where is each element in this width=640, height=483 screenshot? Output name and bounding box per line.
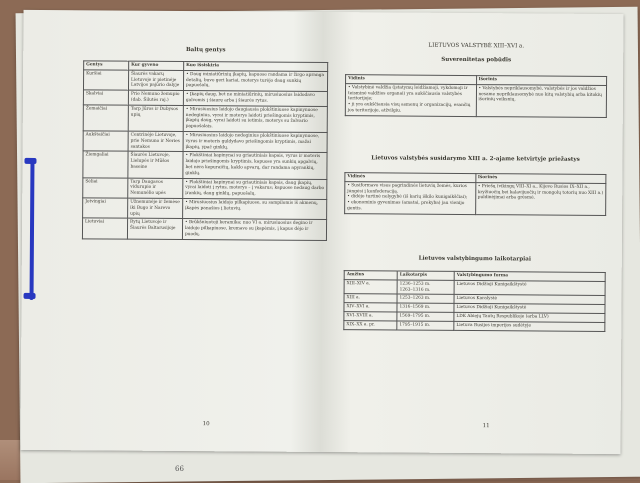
table-cell: Lietuvos Karalystė (454, 295, 605, 305)
under-page-number: 66 (175, 465, 184, 473)
table-cell: Tarp Daugavos vidurupio ir Nemunėlio upės (128, 178, 183, 199)
table-cell: Tarp Jūros ir Dubysos upių (128, 105, 183, 132)
table-cell: Lietuvos Didžioji Kunigaikštystė (454, 304, 605, 314)
table-cell: Jotvingiai (83, 198, 128, 219)
left-page (80, 10, 328, 452)
table-cell: Žiemgaliai (83, 151, 128, 178)
table-cell: LDK Abiejų Tautų Respublikoje (arba LLV) (454, 312, 605, 322)
binding-knot (24, 158, 36, 164)
table-cell: Šiaurės vakarų Lietuvoje ir pietinėje Latvijos pajūrio dalyje (128, 70, 183, 91)
table-cell: Lietuva Rusijos imperijos sudėtyje (454, 321, 605, 331)
table-cell: • Daug miniatiūrinių įkapių, kapuose randama ir žirgo apranga detalių, buvo geri kariai, moterys turėjo daug sunkių papuošalų. (183, 70, 327, 91)
periods-table (343, 270, 605, 331)
col-header: Vidinės (345, 173, 476, 183)
tribes-table (82, 60, 328, 240)
table-cell: Lietuviai (82, 218, 127, 239)
table-cell: • Susiformavo visos pagrindinės lietuvių žemės, kurios jungėsi į konfederaciją. • didėjo turtinė nelygybė (iš karių iškilo kunigaikščiai); • ekonominis gyvenimas (amatai, prekyba) jau vienijo gentis. (345, 181, 476, 214)
section3-title: Lietuvos valstybingumo laikotarpiai (418, 255, 532, 263)
table-cell: Prie Nemuno žemupio (dab. Šilutės raj.) (128, 90, 183, 105)
open-booklet (20, 10, 623, 454)
table-row (83, 105, 327, 133)
table-cell: XVI–XVIII a. (344, 312, 397, 321)
table-cell: XIII a. (344, 294, 397, 303)
table-cell: Užnemunėje ir žemėse iki Bugo ir Narevo upių (128, 198, 183, 219)
left-title: Baltų gentys (185, 47, 226, 54)
table-cell: • Priešų (vikingų VIII–XI a., Kijevo Rusios IX–XII a., kryžiuočių bei kalavijuočių ir mongolų totorių nuo XIII a.) puldinėjimai arba grėsmė. (475, 182, 606, 215)
col-header: Laikotarpis (397, 271, 454, 280)
table-cell: 1569–1795 m. (397, 312, 454, 321)
table-cell: • Valstybinė valdžia (įstatymų leidžiamoji, vykdomoji ir teisminė valdžios organai) yra aukščiausia valstybės teritorijoje; • ji yra aukščiausia visų asmenų ir organizacijų, esančių jos teritorijoje, atžvilgiu. (345, 83, 476, 116)
table-cell: • Mirusiuosius laidojo nedeginius plokštiniuose kapinynuose, vyrus ir moteris guldydavo priešingomis kryptimis, mažai įkapių, ypač ginklų. (183, 131, 327, 152)
right-page (342, 12, 607, 454)
table-cell: Sėliai (83, 177, 128, 198)
table-row (83, 70, 327, 92)
table-cell: Skalviai (83, 90, 128, 105)
table-cell: 1795–1915 m. (397, 321, 454, 330)
table-cell: • Plokštiniai kapinynai su griautiniais kapais, daug įkapių, vyrai laidoti į rytus, moterys – į vakarus; kapuose nedaug darbo įrankių, daug ginklų, papuošalų. (183, 178, 327, 199)
col-header: Kur gyveno (129, 61, 184, 70)
table-cell: Žemaičiai (83, 105, 128, 132)
table-cell: XIII–XIV a. (344, 279, 397, 294)
table-cell: Aukštaičiai (83, 131, 128, 152)
table-cell: XIV–XVI a. (344, 303, 397, 312)
page-number: 10 (202, 421, 210, 428)
table-cell: Kuršiai (83, 70, 128, 91)
col-header: Išorinės (475, 174, 606, 184)
section2-title: Lietuvos valstybės susidarymo XIII a. 2-ajame ketvirtyje priežastys (371, 155, 580, 163)
table-cell: • Mirusiuosius laidojo pilkapiuose, su sampilomis iš akmenų, įkapės panašios į lietuvių. (183, 198, 327, 219)
table-row (83, 198, 327, 220)
table-row (83, 90, 327, 106)
table-cell: • Įkapių daug, bet ne miniatiūrinių, mirusiuosius laidodavo galvomis į šiaurę arba į šiaurės rytus. (183, 91, 327, 107)
table-cell: • Plokštiniai kapinynai su griautiniais kapais, vyrus ir moteris laidojo priešingomis kryptimis, kapuose yra sunkių apgalvių, bet nėra kepuraičių, kaklo apvarų, dar randama apyrankių, ginklų. (183, 152, 327, 179)
table-row (83, 151, 327, 179)
table-cell: 1236–1253 m. 1263–1316 m. (397, 280, 454, 295)
causes-table (344, 172, 606, 216)
col-header: Išorinis (476, 76, 607, 86)
table-cell: • Mirusiuosius laidojo daugiausia plokštiniuose kapinynuose nedeginius, vyrai ir moterys laidoti priešingomis kryptimis, įkapių daug, vyrai laidoti su ietimis, moterys su žalvario papuošalais. (183, 105, 327, 132)
table-row (344, 320, 605, 331)
table-cell: XIX–XX a. pr. (344, 320, 397, 329)
col-header: Amžius (344, 271, 397, 280)
table-cell: Centrinėje Lietuvoje, prie Nemuno ir Neries santakos (128, 131, 183, 152)
table-cell: • Valstybės nepriklausomybė, valstybės ir jos valdžios nesame nepriklausomybė nuo kitų valstybių arba kitokių išorinių veiksnių. (476, 84, 607, 117)
sovereignty-table (345, 74, 607, 118)
table-cell: Rytų Lietuvoje ir Šiaurės Baltarusijoje (127, 218, 182, 239)
table-cell: 1316–1569 m. (397, 303, 454, 312)
table-row (83, 131, 327, 153)
col-header: Gentys (84, 61, 129, 70)
section1-title: Suverenitetas pobūdis (441, 56, 512, 64)
page-number: 11 (482, 423, 490, 430)
binding-thread (30, 160, 35, 300)
table-cell: 1253–1263 m. (397, 294, 454, 303)
col-header: Kuo išsiskiria (184, 62, 328, 72)
right-header: LIETUVOS VALSTYBĖ XIII–XVI a. (428, 42, 525, 50)
binding-knot (24, 293, 36, 299)
table-cell: Šiaurės Lietuvoje, Lielupės ir Mūšos baseine (128, 152, 183, 179)
col-header: Valstybingumo forma (454, 271, 605, 281)
col-header: Vidinis (346, 75, 477, 85)
table-row (82, 218, 326, 240)
table-row (83, 177, 327, 199)
table-cell: • Brūkšniuotoji keramika; nuo VI a. mirusiuosius degino ir laidojo pilkapiuose, kremavo su įkapėmis, į kapus dėjo ir puodų. (182, 219, 326, 240)
table-cell: Lietuvos Didžioji Kunigaikštystė (454, 280, 605, 296)
